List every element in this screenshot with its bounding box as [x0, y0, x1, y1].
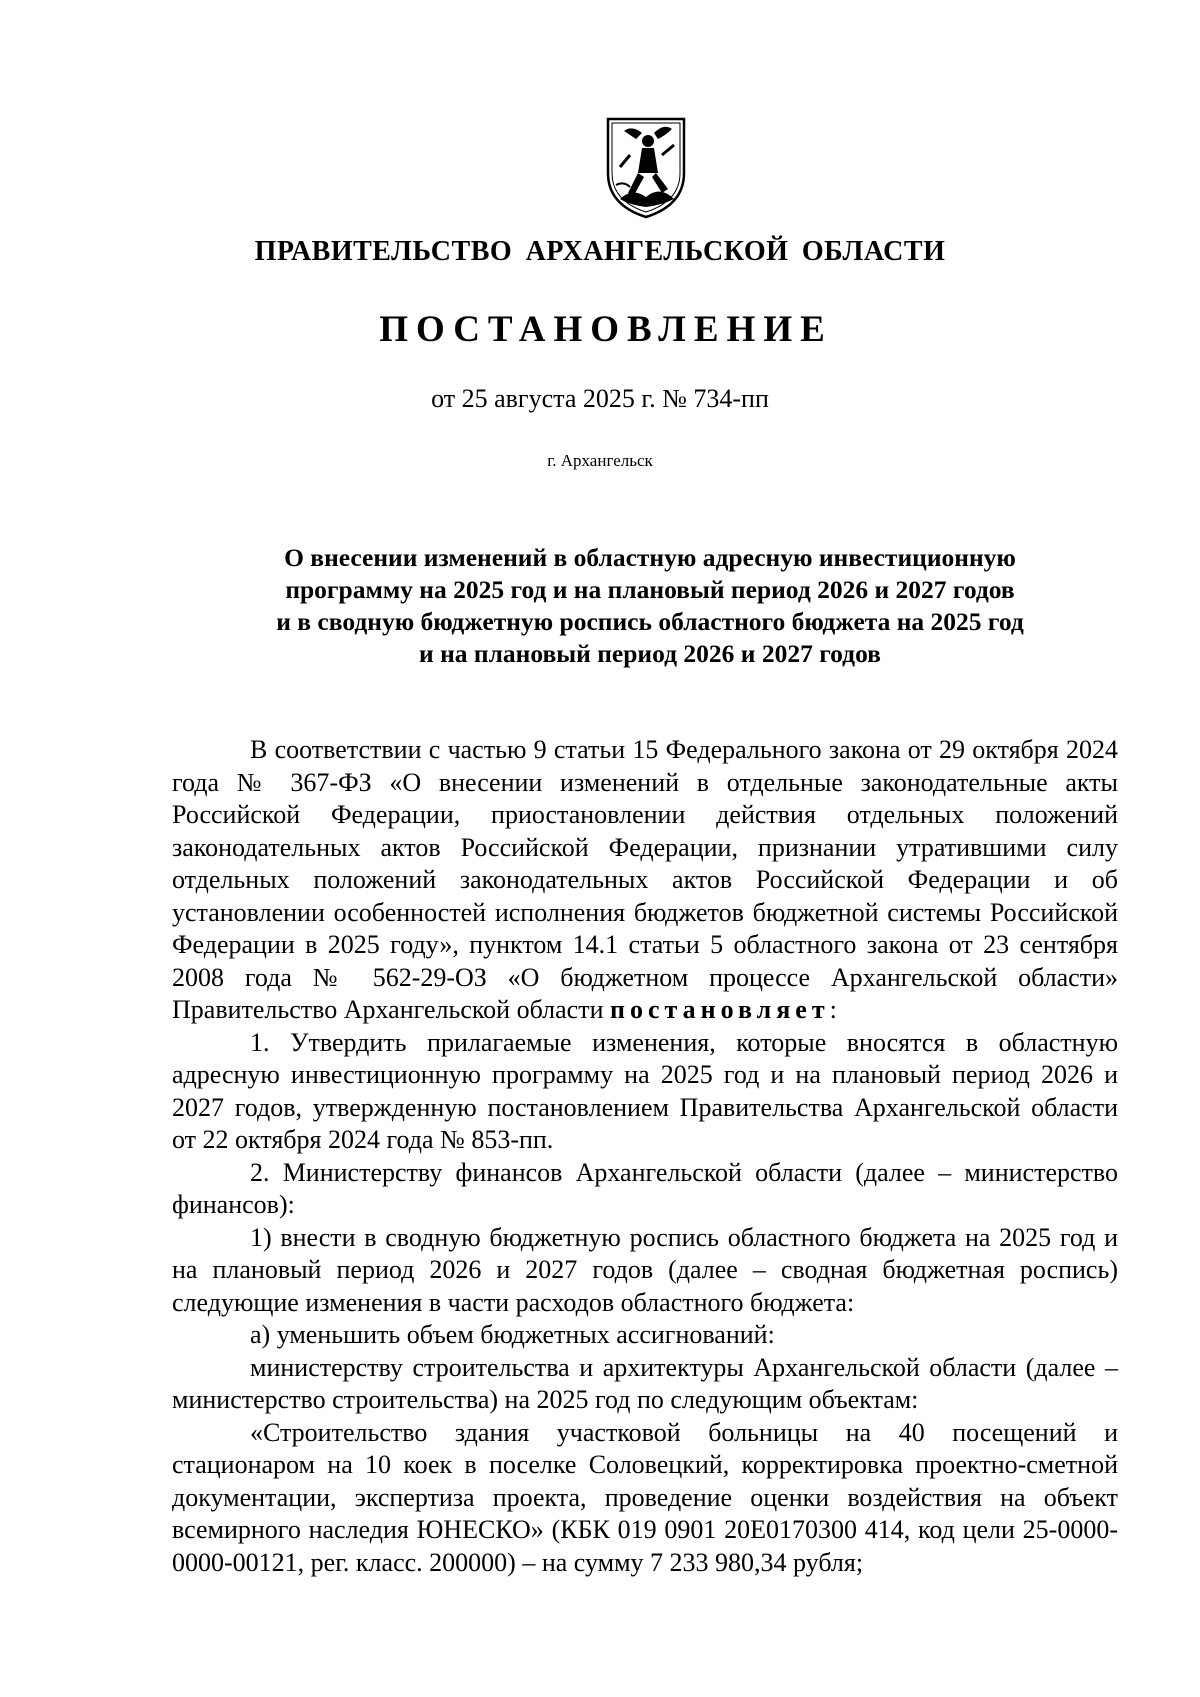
- document-city: г. Архангельск: [547, 451, 653, 470]
- decree-suffix: :: [829, 995, 837, 1024]
- document-type: ПОСТАНОВЛЕНИЕ: [379, 309, 833, 350]
- decree-word: постановляет: [610, 995, 830, 1024]
- document-title: [170, 542, 1130, 670]
- document-date-number: от 25 августа 2025 г. № 734-пп: [431, 384, 769, 413]
- preamble-text: В соответствии с частью 9 статьи 15 Федерального закона от 29 октября 2024 года № 367-ФЗ «О внесении изменений в отдельные законодательные акты Российской Федерации, приостановлении действия отдельных положений законодательных актов Российской Федерации, признании утратившими силу отдельных положений законодательных актов Российской Федерации и об установлении особенностей исполнения бюджетов бюджетной системы Российской Федерации в 2025 году», пунктом 14.1 статьи 5 областного закона от 23 сентября 2008 года № 562-29-ОЗ «О бюджетном процессе Архангельской области» Правительство Архангельской области: [172, 735, 1118, 1024]
- paragraph-ministry: министерству строительства и архитектуры Архангельской области (далее – министерство строительства) на 2025 год по следующим объектам:: [172, 1352, 1118, 1414]
- title-line: и на плановый период 2026 и 2027 годов: [419, 639, 881, 668]
- paragraph-2: 2. Министерству финансов Архангельской области (далее – министерство финансов):: [172, 1157, 1118, 1219]
- title-line: и в сводную бюджетную роспись областного бюджета на 2025 год: [276, 607, 1024, 636]
- paragraph-object: «Строительство здания участковой больницы на 40 посещений и стационаром на 10 коек в поселке Соловецкий, корректировка проектно-сметной документации, экспертиза проекта, проведение оценки воздействия на объект всемирного наследия ЮНЕСКО» (КБК 019 0901 20Е0170300 414, код цели 25-0000-0000-00121, рег. класс. 200000) – на сумму 7 233 980,34 рубля;: [172, 1417, 1118, 1577]
- archangel-coat-of-arms-icon: [602, 115, 690, 220]
- document-body: [172, 734, 1118, 1579]
- title-line: программу на 2025 год и на плановый период 2026 и 2027 годов: [285, 575, 1015, 604]
- paragraph-1: 1. Утвердить прилагаемые изменения, которые вносятся в областную адресную инвестиционную программу на 2025 год и на плановый период 2026 и 2027 годов, утвержденную постановлением Правительства Архангельской области от 22 октября 2024 года № 853-пп.: [172, 1027, 1118, 1154]
- organization-name: ПРАВИТЕЛЬСТВО АРХАНГЕЛЬСКОЙ ОБЛАСТИ: [254, 236, 946, 267]
- title-line: О внесении изменений в областную адресную инвестиционную: [284, 543, 1016, 572]
- paragraph-2-1-a: а) уменьшить объем бюджетных ассигнований:: [250, 1320, 775, 1349]
- preamble-paragraph: [172, 734, 1118, 1027]
- paragraph-2-1: 1) внести в сводную бюджетную роспись областного бюджета на 2025 год и на плановый период 2026 и 2027 годов (далее – сводная бюджетная роспись) следующие изменения в части расходов областного бюджета:: [172, 1222, 1118, 1317]
